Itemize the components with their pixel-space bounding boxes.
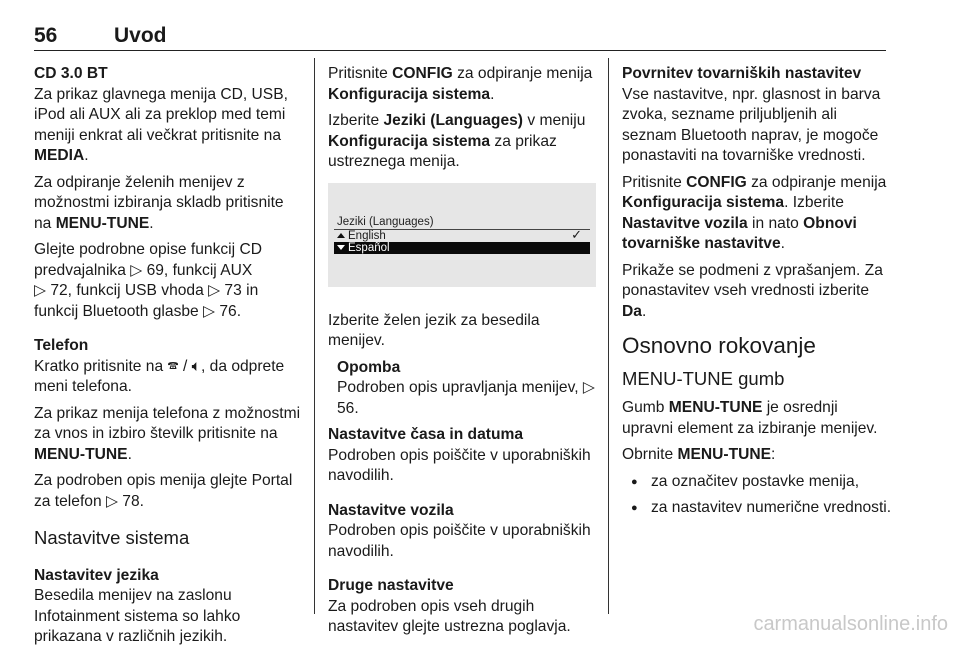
paragraph: Za prikaz menija telefona z možnostmi za vnos in izbiro številk pritisnite na MENU-TUNE. [34, 404, 301, 463]
note-text: Podroben opis upravljanja menijev, ▷ 56. [337, 379, 595, 417]
paragraph: Gumb MENU-TUNE je osrednji upravni element za izbiranje menijev. [622, 399, 878, 437]
paragraph: Obrnite MENU-TUNE: [622, 446, 776, 463]
paragraph: Za prikaz glavnega menija CD, USB, iPod ali AUX ali za preklop med temi meniji enkrat ali večkrat pritisnite na MEDIA. [34, 85, 288, 164]
reference-arrow-icon: ▷ [34, 282, 46, 299]
check-icon: ✓ [571, 226, 582, 242]
language-option-english: English ✓ [334, 230, 590, 242]
reference-arrow-icon: ▷ [203, 302, 216, 320]
paragraph: Za podroben opis vseh drugih nastavitev glejte ustrezna poglavja. [328, 597, 571, 635]
reference-arrow-icon: ▷ [105, 492, 118, 510]
reference-arrow-icon: ▷ [582, 379, 595, 396]
page-header [34, 24, 886, 51]
language-heading: Nastavitev jezika [34, 566, 159, 584]
phone-mute-icon: 🔈︎ [191, 357, 201, 375]
paragraph: Kratko pritisnite na 🕿︎ / 🔈︎, da odprete meni telefona. [34, 357, 285, 395]
column-divider [608, 58, 609, 614]
paragraph: Vse nastavitve, npr. glasnost in barva zvoka, sezname priljubljenih ali seznam Bluetooth naprav, je mogoče ponastaviti na tovarniške vrednosti. [622, 85, 881, 164]
basic-operation-heading: Osnovno rokovanje [622, 333, 816, 358]
paragraph: Pritisnite CONFIG za odpiranje menija Konfiguracija sistema. [328, 65, 593, 103]
paragraph: Izberite Jeziki (Languages) v meniju Konfiguracija sistema za prikaz ustreznega menija. [328, 112, 586, 170]
note [328, 358, 596, 420]
reference-arrow-icon: ▷ [130, 261, 143, 279]
column-divider [314, 58, 315, 614]
column-3 [622, 64, 892, 525]
paragraph: Za podroben opis menija glejte Portal za telefon ▷ 78. [34, 472, 293, 510]
vehicle-settings-heading: Nastavitve vozila [328, 501, 454, 519]
paragraph: Pritisnite CONFIG za odpiranje menija Konfiguracija sistema. Izberite Nastavitve vozila in nato Obnovi tovarniške nastavitve. [622, 173, 887, 252]
scroll-down-icon [337, 245, 345, 250]
cd-heading: CD 3.0 BT [34, 65, 108, 82]
reference-arrow-icon: ▷ [208, 282, 221, 299]
column-1 [34, 64, 302, 654]
phone-icon: 🕿︎ [167, 357, 179, 375]
page-number: 56 [34, 24, 58, 47]
time-date-heading: Nastavitve časa in datuma [328, 426, 524, 443]
screen-title: Jeziki (Languages) [334, 216, 590, 230]
phone-heading: Telefon [34, 337, 89, 354]
paragraph: Podroben opis poiščite v uporabniških navodilih. [328, 522, 591, 560]
note-title: Opomba [337, 358, 401, 376]
scroll-up-icon [337, 233, 345, 238]
paragraph: Podroben opis poiščite v uporabniških navodilih. [328, 446, 591, 484]
paragraph: Izberite želen jezik za besedila menijev. [328, 311, 540, 349]
chapter-title: Uvod [114, 24, 167, 47]
list-item: ● za označitev postavke menija, [622, 472, 892, 493]
language-option-espanol: Español [334, 242, 590, 254]
paragraph: Glejte podrobne opise funkcij CD predvajalnika ▷ 69, funkcij AUX ▷ 72, funkcij USB vhoda ▷ 73 in funkcij Bluetooth glasbe ▷ 76. [34, 241, 262, 320]
paragraph: Besedila menijev na zaslonu Infotainment sistema so lahko prikazana v različnih jezikih. [34, 587, 241, 645]
factory-reset-heading: Povrnitev tovarniških nastavitev [622, 65, 862, 82]
menu-tune-heading: MENU-TUNE gumb [622, 367, 785, 389]
paragraph: Za odpiranje želenih menijev z možnostmi izbiranja skladb pritisnite na MENU-TUNE. [34, 173, 284, 232]
column-2 [328, 64, 596, 644]
list-item: ● za nastavitev numerične vrednosti. [622, 498, 892, 519]
system-settings-heading: Nastavitve sistema [34, 527, 190, 548]
other-settings-heading: Druge nastavitve [328, 577, 454, 594]
paragraph: Prikaže se podmeni z vprašanjem. Za ponastavitev vseh vrednosti izberite Da. [622, 261, 883, 320]
language-menu-screenshot [328, 183, 596, 287]
bullet-list [622, 472, 892, 519]
watermark: carmanualsonline.info [753, 613, 948, 635]
